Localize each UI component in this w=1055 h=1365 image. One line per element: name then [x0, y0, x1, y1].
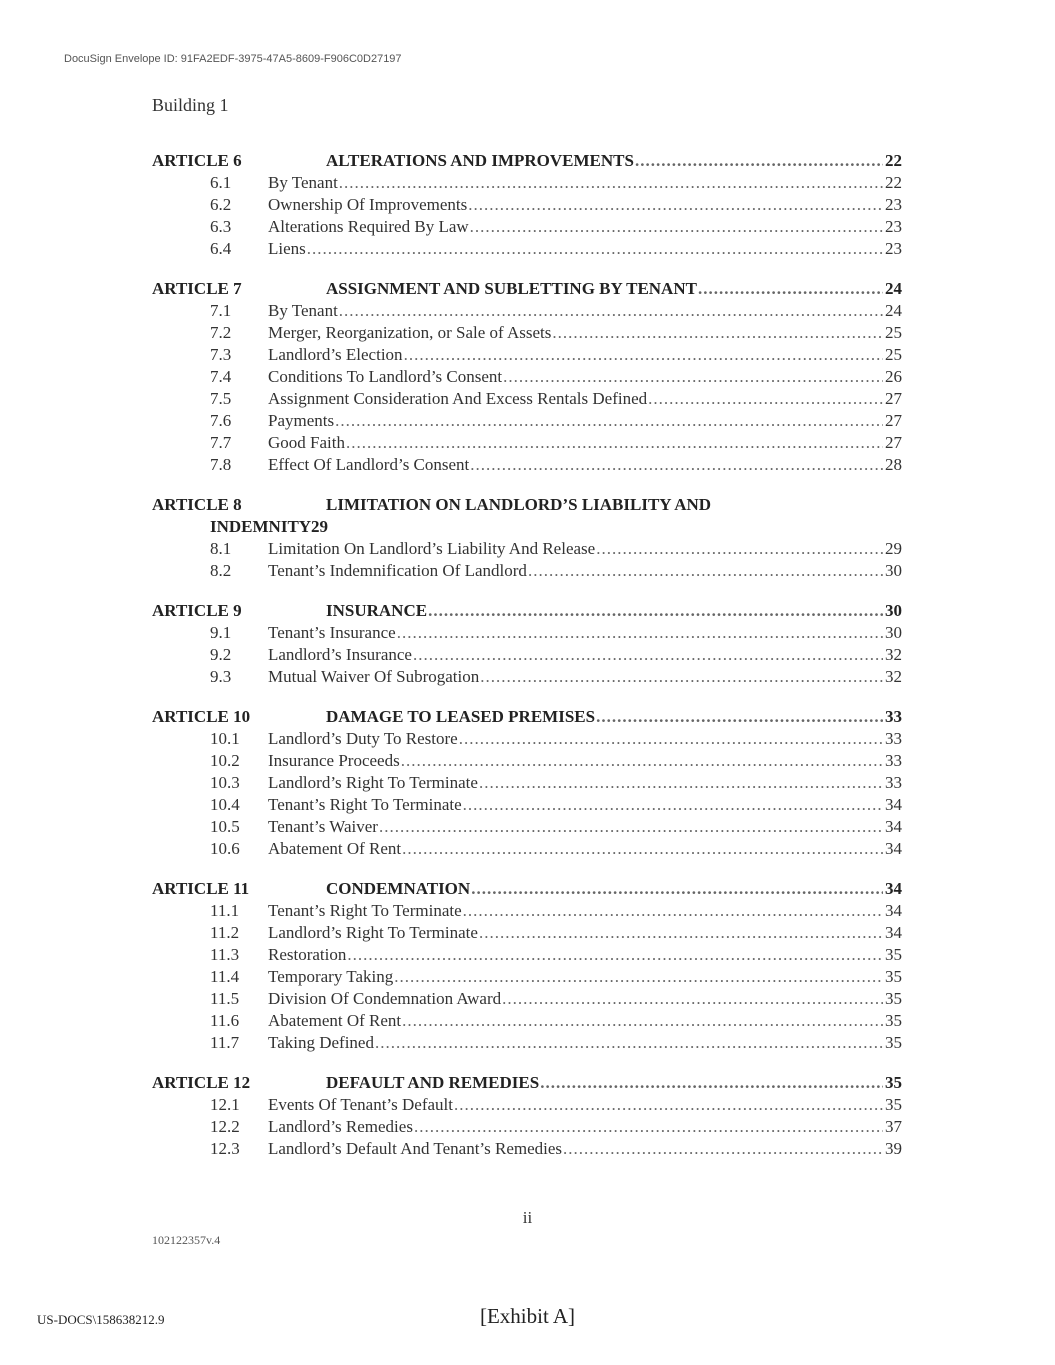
section-title: Liens [268, 239, 306, 258]
dot-leader [414, 1116, 883, 1138]
section-number: 8.2 [210, 561, 232, 580]
dot-leader [375, 1032, 883, 1054]
section-page: 27 [885, 433, 902, 452]
section-number-cell [152, 538, 268, 560]
section-number: 12.2 [210, 1117, 240, 1136]
table-of-contents [152, 150, 902, 1178]
toc-section-row [152, 1032, 902, 1054]
dot-leader [454, 1094, 883, 1116]
article-page: 35 [885, 1073, 902, 1092]
toc-section-row [152, 538, 902, 560]
section-title: Tenant’s Waiver [268, 817, 378, 836]
dot-leader [397, 622, 883, 644]
section-page: 35 [885, 989, 902, 1008]
section-page: 26 [885, 367, 902, 386]
dot-leader [459, 728, 883, 750]
section-title: Insurance Proceeds [268, 751, 400, 770]
section-number: 7.5 [210, 389, 232, 408]
section-page: 23 [885, 239, 902, 258]
section-number-cell [152, 750, 268, 772]
dot-leader [468, 194, 883, 216]
section-page: 23 [885, 195, 902, 214]
dot-leader [335, 410, 883, 432]
dot-leader [635, 150, 883, 172]
section-number-cell [152, 1094, 268, 1116]
section-title: By Tenant [268, 301, 338, 320]
article-title: ASSIGNMENT AND SUBLETTING BY TENANT [326, 279, 697, 298]
section-number-cell [152, 454, 268, 476]
dot-leader [428, 600, 883, 622]
section-number: 11.5 [210, 989, 240, 1008]
toc-article [152, 706, 902, 860]
toc-article-heading [152, 878, 902, 900]
section-page: 22 [885, 173, 902, 192]
section-number-cell [152, 666, 268, 688]
dot-leader [540, 1072, 883, 1094]
toc-section-row [152, 900, 902, 922]
section-title: Events Of Tenant’s Default [268, 1095, 453, 1114]
section-number-cell [152, 922, 268, 944]
section-page: 29 [885, 539, 902, 558]
section-page: 30 [885, 561, 902, 580]
section-number: 11.1 [210, 901, 240, 920]
toc-article-heading [152, 1072, 902, 1094]
toc-section-row [152, 560, 902, 582]
toc-section-row [152, 922, 902, 944]
section-page: 25 [885, 323, 902, 342]
section-page: 33 [885, 773, 902, 792]
section-title: Tenant’s Right To Terminate [268, 795, 462, 814]
section-page: 24 [885, 301, 902, 320]
section-number: 6.2 [210, 195, 232, 214]
dot-leader [346, 432, 883, 454]
toc-section-row [152, 644, 902, 666]
section-number-cell [152, 300, 268, 322]
section-page: 34 [885, 839, 902, 858]
section-page: 30 [885, 623, 902, 642]
section-title: Merger, Reorganization, or Sale of Assets [268, 323, 552, 342]
dot-leader [307, 238, 883, 260]
section-title: Landlord’s Right To Terminate [268, 923, 478, 942]
toc-section-row [152, 454, 902, 476]
dot-leader [503, 366, 883, 388]
toc-article [152, 494, 902, 582]
section-title: Temporary Taking [268, 967, 394, 986]
page-number: ii [522, 1208, 533, 1227]
toc-article [152, 1072, 902, 1160]
dot-leader [479, 922, 883, 944]
section-number: 6.4 [210, 239, 232, 258]
article-title: INSURANCE [326, 601, 428, 620]
dot-leader [339, 300, 883, 322]
section-title: Limitation On Landlord’s Liability And Release [268, 539, 596, 558]
article-title: ALTERATIONS AND IMPROVEMENTS [326, 151, 634, 170]
toc-section-row [152, 238, 902, 260]
dot-leader [394, 966, 883, 988]
toc-section-row [152, 172, 902, 194]
section-number: 11.6 [210, 1011, 240, 1030]
section-page: 39 [885, 1139, 902, 1158]
section-title: Conditions To Landlord’s Consent [268, 367, 503, 386]
section-number: 9.2 [210, 645, 232, 664]
section-title: Payments [268, 411, 335, 430]
section-number: 10.2 [210, 751, 240, 770]
section-number-cell [152, 622, 268, 644]
section-title: Good Faith [268, 433, 345, 452]
section-number-cell [152, 1116, 268, 1138]
toc-article-heading [152, 494, 902, 538]
section-title: Abatement Of Rent [268, 1011, 402, 1030]
section-title: Assignment Consideration And Excess Rentals Defined [268, 389, 648, 408]
section-title: Ownership Of Improvements [268, 195, 468, 214]
section-title: Division Of Condemnation Award [268, 989, 502, 1008]
section-number: 7.3 [210, 345, 232, 364]
toc-section-row [152, 728, 902, 750]
section-title: Landlord’s Right To Terminate [268, 773, 478, 792]
section-number-cell [152, 322, 268, 344]
section-number: 9.3 [210, 667, 232, 686]
article-number: ARTICLE 10 [152, 707, 251, 726]
section-title: Alterations Required By Law [268, 217, 469, 236]
section-page: 27 [885, 411, 902, 430]
dot-leader [379, 816, 883, 838]
toc-section-row [152, 322, 902, 344]
article-title-line2: INDEMNITY29 [210, 517, 329, 536]
section-title: Tenant’s Right To Terminate [268, 901, 462, 920]
dot-leader [402, 838, 883, 860]
dot-leader [471, 878, 883, 900]
section-number: 6.1 [210, 173, 232, 192]
article-number: ARTICLE 12 [152, 1073, 251, 1092]
section-title: Landlord’s Remedies [268, 1117, 413, 1136]
section-page: 34 [885, 901, 902, 920]
toc-section-row [152, 966, 902, 988]
toc-article-heading [152, 706, 902, 728]
dot-leader [596, 706, 883, 728]
dot-leader [479, 772, 883, 794]
section-title: Landlord’s Default And Tenant’s Remedies [268, 1139, 563, 1158]
article-page: 22 [885, 151, 902, 170]
section-number-cell [152, 794, 268, 816]
building-label: Building 1 [152, 95, 229, 115]
toc-section-row [152, 1116, 902, 1138]
section-number: 8.1 [210, 539, 232, 558]
toc-section-row [152, 300, 902, 322]
article-page: 33 [885, 707, 902, 726]
article-number: ARTICLE 11 [152, 879, 250, 898]
dot-leader [413, 644, 883, 666]
dot-leader [648, 388, 883, 410]
section-number: 11.7 [210, 1033, 240, 1052]
section-page: 35 [885, 1033, 902, 1052]
toc-article-heading [152, 278, 902, 300]
toc-section-row [152, 216, 902, 238]
section-page: 35 [885, 1011, 902, 1030]
section-number-cell [152, 216, 268, 238]
section-number-cell [152, 900, 268, 922]
section-number-cell [152, 388, 268, 410]
dot-leader [502, 988, 883, 1010]
toc-section-row [152, 432, 902, 454]
section-number-cell [152, 838, 268, 860]
section-page: 33 [885, 751, 902, 770]
article-page: 34 [885, 879, 902, 898]
section-title: Landlord’s Insurance [268, 645, 412, 664]
dot-leader [339, 172, 883, 194]
toc-article [152, 150, 902, 260]
toc-section-row [152, 388, 902, 410]
dot-leader [401, 750, 883, 772]
toc-article [152, 278, 902, 476]
toc-section-row [152, 1094, 902, 1116]
section-page: 25 [885, 345, 902, 364]
dot-leader [470, 454, 883, 476]
section-number-cell [152, 816, 268, 838]
dot-leader [470, 216, 883, 238]
section-number: 7.7 [210, 433, 232, 452]
section-page: 34 [885, 923, 902, 942]
section-number-cell [152, 966, 268, 988]
section-number: 11.4 [210, 967, 240, 986]
section-page: 33 [885, 729, 902, 748]
section-page: 35 [885, 945, 902, 964]
section-number: 10.5 [210, 817, 240, 836]
section-number-cell [152, 410, 268, 432]
section-number-cell [152, 560, 268, 582]
section-page: 27 [885, 389, 902, 408]
toc-section-row [152, 988, 902, 1010]
dot-leader [404, 344, 883, 366]
section-number: 10.6 [210, 839, 240, 858]
section-number-cell [152, 194, 268, 216]
dot-leader [528, 560, 883, 582]
section-number-cell [152, 238, 268, 260]
dot-leader [402, 1010, 883, 1032]
section-number-cell [152, 172, 268, 194]
toc-section-row [152, 366, 902, 388]
section-number: 7.6 [210, 411, 232, 430]
article-page: 30 [885, 601, 902, 620]
section-number: 10.4 [210, 795, 240, 814]
section-page: 34 [885, 795, 902, 814]
section-number-cell [152, 1010, 268, 1032]
section-page: 32 [885, 645, 902, 664]
section-number: 7.2 [210, 323, 232, 342]
article-page: 24 [885, 279, 902, 298]
section-title: Restoration [268, 945, 347, 964]
section-title: Abatement Of Rent [268, 839, 402, 858]
section-page: 35 [885, 1095, 902, 1114]
toc-section-row [152, 344, 902, 366]
section-number: 6.3 [210, 217, 232, 236]
article-number: ARTICLE 7 [152, 279, 242, 298]
toc-section-row [152, 410, 902, 432]
section-number-cell [152, 366, 268, 388]
section-number: 11.3 [210, 945, 240, 964]
dot-leader [463, 794, 883, 816]
toc-section-row [152, 1138, 902, 1160]
toc-section-row [152, 838, 902, 860]
section-number: 12.1 [210, 1095, 240, 1114]
toc-article [152, 600, 902, 688]
section-page: 34 [885, 817, 902, 836]
toc-section-row [152, 1010, 902, 1032]
section-number: 7.1 [210, 301, 232, 320]
section-number-cell [152, 1138, 268, 1160]
section-number-cell [152, 344, 268, 366]
section-number-cell [152, 772, 268, 794]
toc-section-row [152, 794, 902, 816]
section-number: 7.8 [210, 455, 232, 474]
section-number-cell [152, 728, 268, 750]
toc-article-heading [152, 150, 902, 172]
section-title: Landlord’s Duty To Restore [268, 729, 458, 748]
section-page: 35 [885, 967, 902, 986]
section-page: 23 [885, 217, 902, 236]
section-title: Tenant’s Indemnification Of Landlord [268, 561, 527, 580]
section-number-cell [152, 432, 268, 454]
article-title: DEFAULT AND REMEDIES [326, 1073, 540, 1092]
toc-section-row [152, 666, 902, 688]
us-docs-id: US-DOCS\158638212.9 [37, 1312, 165, 1327]
section-title: Tenant’s Insurance [268, 623, 396, 642]
dot-leader [698, 278, 883, 300]
dot-leader [552, 322, 883, 344]
section-title: By Tenant [268, 173, 338, 192]
toc-section-row [152, 944, 902, 966]
toc-article [152, 878, 902, 1054]
dot-leader [480, 666, 883, 688]
section-title: Taking Defined [268, 1033, 374, 1052]
section-title: Landlord’s Election [268, 345, 403, 364]
toc-section-row [152, 194, 902, 216]
toc-section-row [152, 772, 902, 794]
section-page: 28 [885, 455, 902, 474]
document-id: 102122357v.4 [152, 1233, 221, 1247]
dot-leader [596, 538, 883, 560]
section-number: 10.1 [210, 729, 240, 748]
section-title: Effect Of Landlord’s Consent [268, 455, 470, 474]
toc-article-heading-line1 [152, 494, 902, 516]
article-number: ARTICLE 6 [152, 151, 242, 170]
docusign-envelope-id: DocuSign Envelope ID: 91FA2EDF-3975-47A5-8609-F906C0D27197 [64, 53, 402, 65]
toc-article-heading [152, 600, 902, 622]
section-number-cell [152, 644, 268, 666]
section-number: 12.3 [210, 1139, 240, 1158]
toc-section-row [152, 816, 902, 838]
dot-leader [563, 1138, 883, 1160]
section-number-cell [152, 988, 268, 1010]
section-number: 7.4 [210, 367, 232, 386]
section-number: 11.2 [210, 923, 240, 942]
article-number: ARTICLE 9 [152, 601, 242, 620]
dot-leader [463, 900, 883, 922]
section-page: 32 [885, 667, 902, 686]
section-number: 10.3 [210, 773, 240, 792]
toc-section-row [152, 622, 902, 644]
section-title: Mutual Waiver Of Subrogation [268, 667, 480, 686]
section-number-cell [152, 1032, 268, 1054]
article-title: LIMITATION ON LANDLORD’S LIABILITY AND [326, 495, 712, 514]
article-number: ARTICLE 8 [152, 495, 242, 514]
exhibit-label: [Exhibit A] [479, 1304, 576, 1328]
dot-leader [347, 944, 883, 966]
toc-section-row [152, 750, 902, 772]
article-title: DAMAGE TO LEASED PREMISES [326, 707, 596, 726]
section-page: 37 [885, 1117, 902, 1136]
section-number-cell [152, 944, 268, 966]
article-title: CONDEMNATION [326, 879, 471, 898]
section-number: 9.1 [210, 623, 232, 642]
